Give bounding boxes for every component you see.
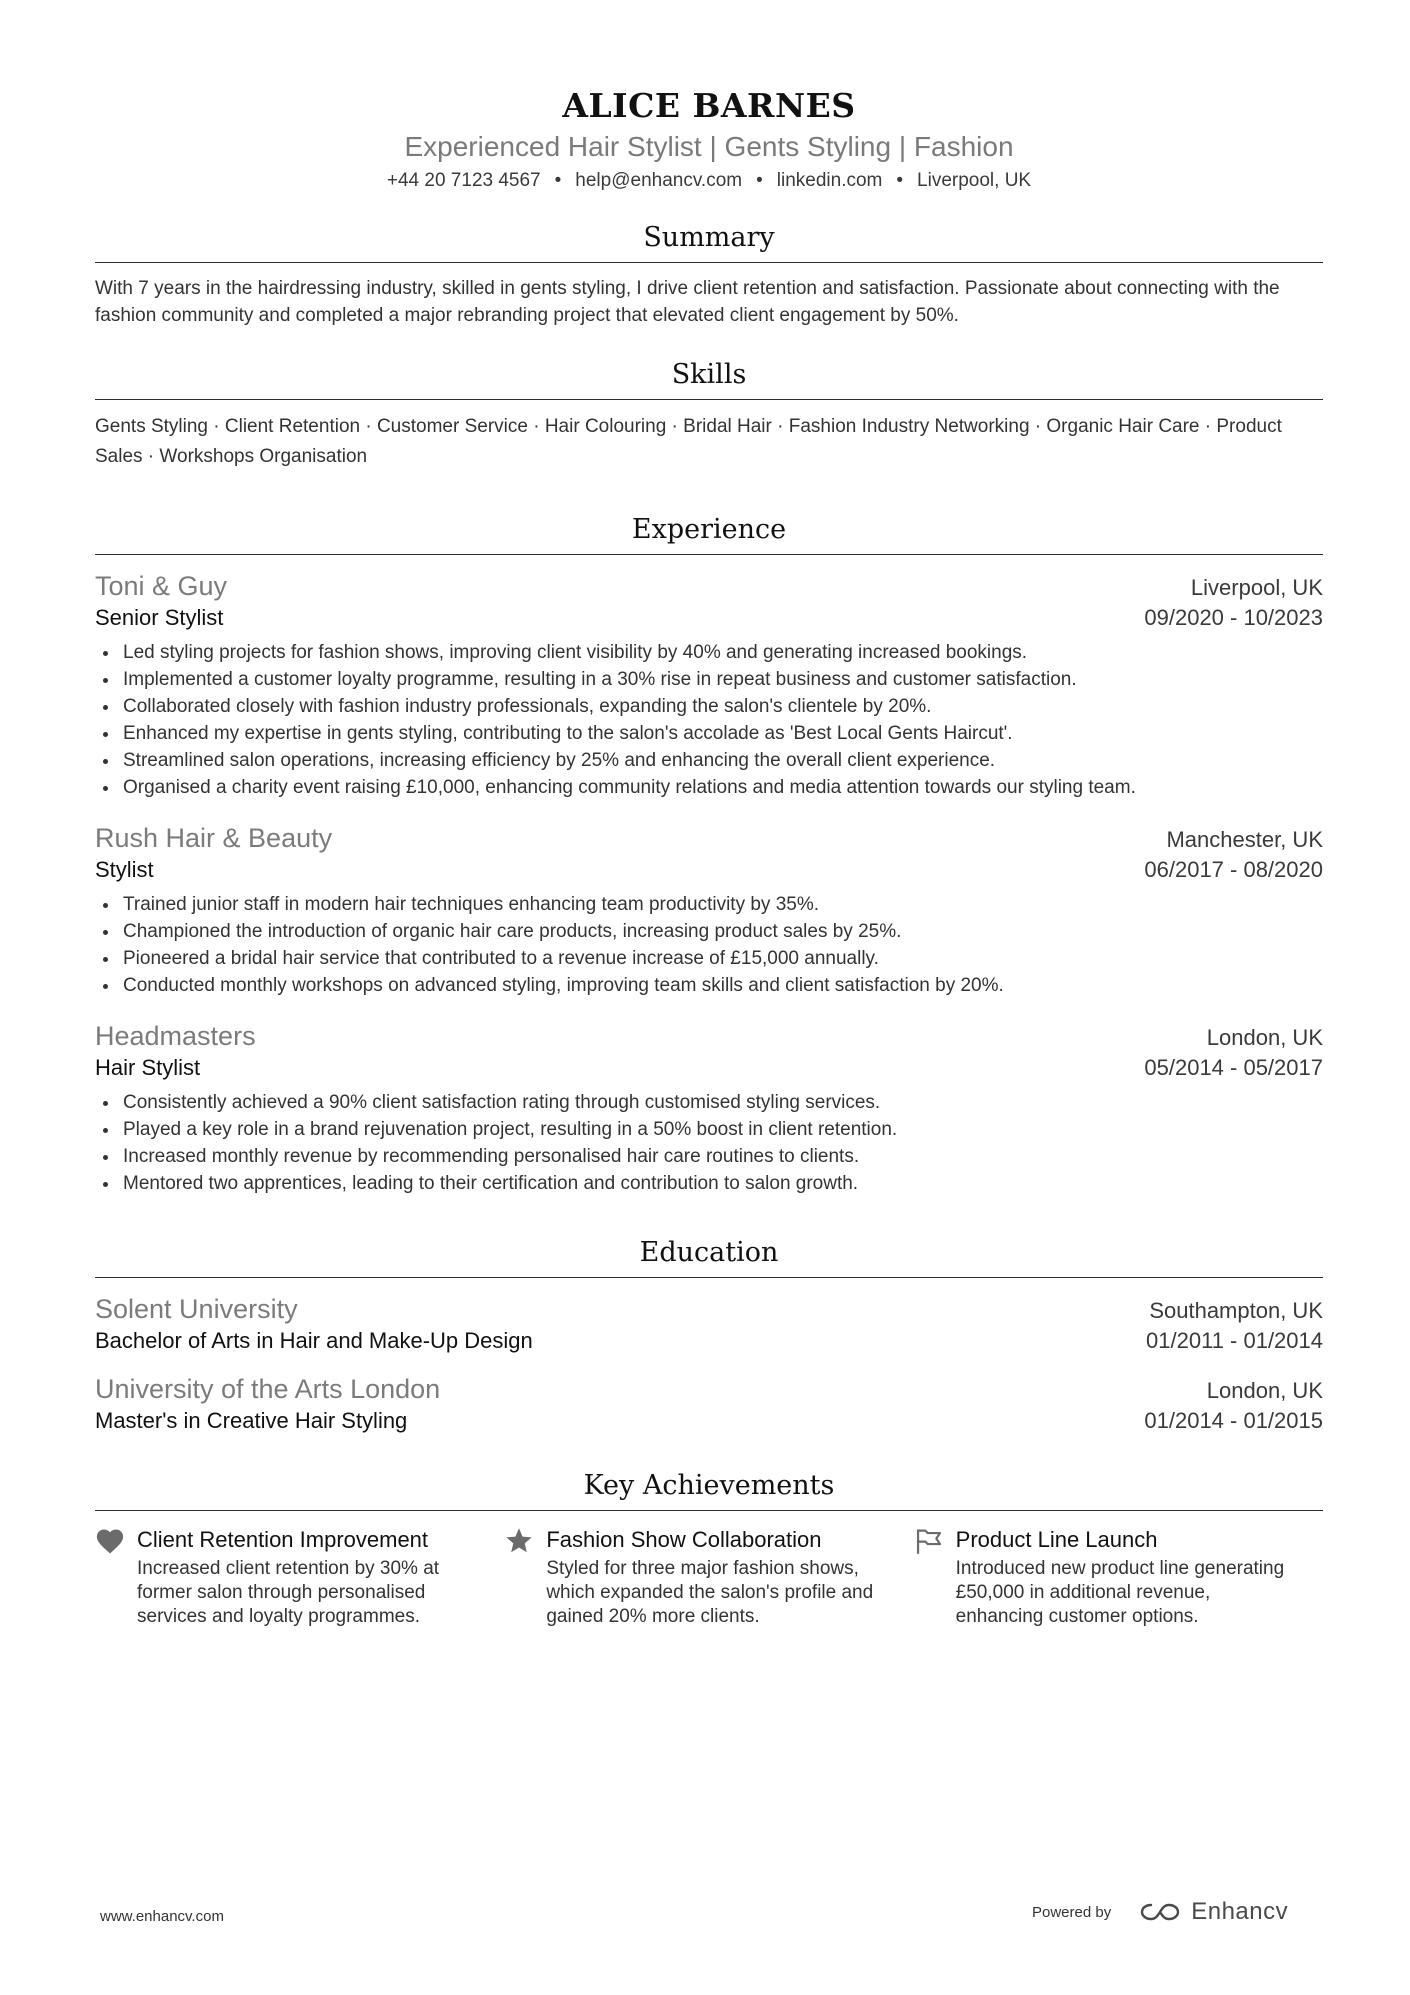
school-name: Solent University bbox=[95, 1294, 298, 1324]
candidate-subtitle: Experienced Hair Stylist | Gents Styling | Fashion bbox=[404, 131, 1014, 162]
bullet-item: Implemented a customer loyalty programme, resulting in a 30% rise in repeat business and customer satisfaction. bbox=[95, 666, 1323, 693]
job-dates: 06/2017 - 08/2020 bbox=[1144, 857, 1323, 882]
job-dates: 09/2020 - 10/2023 bbox=[1144, 605, 1323, 630]
education-section bbox=[95, 1235, 1323, 1436]
degree-name: Master's in Creative Hair Styling bbox=[95, 1408, 408, 1433]
achievement-title: Fashion Show Collaboration bbox=[546, 1527, 822, 1552]
job-role: Stylist bbox=[95, 857, 154, 882]
summary-heading: Summary bbox=[95, 220, 1323, 263]
job-bullets bbox=[95, 639, 1323, 801]
education-entry bbox=[95, 1372, 1323, 1436]
achievement-title: Client Retention Improvement bbox=[137, 1527, 429, 1552]
brand-name: Enhancv bbox=[1191, 1898, 1289, 1925]
bullet-item: Mentored two apprentices, leading to their certification and contribution to salon growth. bbox=[95, 1170, 1323, 1197]
bullet-item: Trained junior staff in modern hair techniques enhancing team productivity by 35%. bbox=[95, 891, 1323, 918]
star-icon bbox=[504, 1525, 546, 1629]
job-dates: 05/2014 - 05/2017 bbox=[1144, 1055, 1323, 1080]
school-location: London, UK bbox=[1206, 1378, 1323, 1403]
job-bullets bbox=[95, 1089, 1323, 1197]
company-name: Rush Hair & Beauty bbox=[95, 823, 333, 853]
resume-header bbox=[95, 0, 1323, 194]
job-entry bbox=[95, 821, 1323, 999]
enhancv-logo-icon bbox=[1137, 1900, 1183, 1924]
bullet-item: Pioneered a bridal hair service that contributed to a revenue increase of £15,000 annually. bbox=[95, 945, 1323, 972]
education-entry bbox=[95, 1292, 1323, 1356]
job-location: Manchester, UK bbox=[1166, 827, 1323, 852]
achievement-description: Increased client retention by 30% at former salon through personalised services and loyalty programmes. bbox=[137, 1558, 440, 1627]
contact-separator: • bbox=[554, 170, 562, 191]
bullet-item: Consistently achieved a 90% client satisfaction rating through customised styling services. bbox=[95, 1089, 1323, 1116]
education-dates: 01/2011 - 01/2014 bbox=[1146, 1328, 1323, 1353]
candidate-name: ALICE BARNES bbox=[562, 86, 856, 125]
achievement-item bbox=[914, 1525, 1323, 1629]
education-dates: 01/2014 - 01/2015 bbox=[1144, 1408, 1323, 1433]
job-role: Hair Stylist bbox=[95, 1055, 201, 1080]
experience-heading: Experience bbox=[95, 512, 1323, 555]
flag-icon bbox=[914, 1525, 956, 1629]
powered-by-text: Powered by bbox=[1032, 1903, 1112, 1921]
enhancv-logo[interactable] bbox=[1137, 1898, 1288, 1926]
experience-section bbox=[95, 512, 1323, 1197]
degree-name: Bachelor of Arts in Hair and Make-Up Design bbox=[95, 1328, 533, 1353]
summary-text: With 7 years in the hairdressing industry, skilled in gents styling, I drive client retention and satisfaction. Passionate about connecting with the fashion community and completed a major rebranding project that elevated client engagement by 50%. bbox=[95, 278, 1280, 326]
achievements-section bbox=[95, 1468, 1323, 1629]
bullet-item: Championed the introduction of organic hair care products, increasing product sales by 25%. bbox=[95, 918, 1323, 945]
location-text: Liverpool, UK bbox=[917, 170, 1032, 191]
contact-separator: • bbox=[756, 170, 763, 191]
skills-section bbox=[95, 357, 1323, 472]
achievement-title: Product Line Launch bbox=[955, 1527, 1158, 1552]
phone-text: +44 20 7123 4567 bbox=[386, 170, 541, 191]
achievement-description: Introduced new product line generating £50,000 in additional revenue, enhancing customer options. bbox=[955, 1558, 1285, 1627]
skills-list: Gents Styling · Client Retention · Customer Service · Hair Colouring · Bridal Hair · Fashion Industry Networking · Organic Hair Care · Product Sales · Workshops Organisation bbox=[95, 416, 1282, 467]
achievements-grid bbox=[95, 1525, 1323, 1629]
school-location: Southampton, UK bbox=[1149, 1298, 1323, 1323]
achievement-item bbox=[504, 1525, 913, 1629]
contact-line bbox=[95, 168, 1323, 194]
resume-page bbox=[95, 0, 1323, 1629]
summary-section bbox=[95, 220, 1323, 329]
bullet-item: Conducted monthly workshops on advanced styling, improving team skills and client satisfaction by 20%. bbox=[95, 972, 1323, 999]
bullet-item: Enhanced my expertise in gents styling, contributing to the salon's accolade as 'Best Local Gents Haircut'. bbox=[95, 720, 1323, 747]
skills-heading: Skills bbox=[95, 357, 1323, 400]
heart-icon bbox=[95, 1525, 137, 1629]
bullet-item: Led styling projects for fashion shows, improving client visibility by 40% and generating increased bookings. bbox=[95, 639, 1323, 666]
bullet-item: Played a key role in a brand rejuvenation project, resulting in a 50% boost in client retention. bbox=[95, 1116, 1323, 1143]
job-entry bbox=[95, 1019, 1323, 1197]
achievements-heading: Key Achievements bbox=[95, 1468, 1323, 1511]
company-name: Toni & Guy bbox=[95, 571, 228, 601]
email-link[interactable]: help@enhancv.com bbox=[575, 170, 743, 191]
bullet-item: Organised a charity event raising £10,000, enhancing community relations and media attention towards our styling team. bbox=[95, 774, 1323, 801]
company-name: Headmasters bbox=[95, 1021, 256, 1051]
footer-branding bbox=[1032, 1898, 1288, 1926]
footer-website-link[interactable]: www.enhancv.com bbox=[100, 1908, 224, 1925]
bullet-item: Increased monthly revenue by recommending personalised hair care routines to clients. bbox=[95, 1143, 1323, 1170]
bullet-item: Collaborated closely with fashion industry professionals, expanding the salon's clientele by 20%. bbox=[95, 693, 1323, 720]
education-heading: Education bbox=[95, 1235, 1323, 1278]
bullet-item: Streamlined salon operations, increasing efficiency by 25% and enhancing the overall client experience. bbox=[95, 747, 1323, 774]
job-bullets bbox=[95, 891, 1323, 999]
school-name: University of the Arts London bbox=[95, 1374, 441, 1404]
job-role: Senior Stylist bbox=[95, 605, 224, 630]
job-location: London, UK bbox=[1206, 1025, 1323, 1050]
contact-separator: • bbox=[896, 170, 904, 191]
achievement-description: Styled for three major fashion shows, which expanded the salon's profile and gained 20% more clients. bbox=[546, 1558, 874, 1627]
achievement-item bbox=[95, 1525, 504, 1629]
job-location: Liverpool, UK bbox=[1190, 575, 1323, 600]
job-entry bbox=[95, 569, 1323, 801]
linkedin-link[interactable]: linkedin.com bbox=[776, 170, 883, 191]
